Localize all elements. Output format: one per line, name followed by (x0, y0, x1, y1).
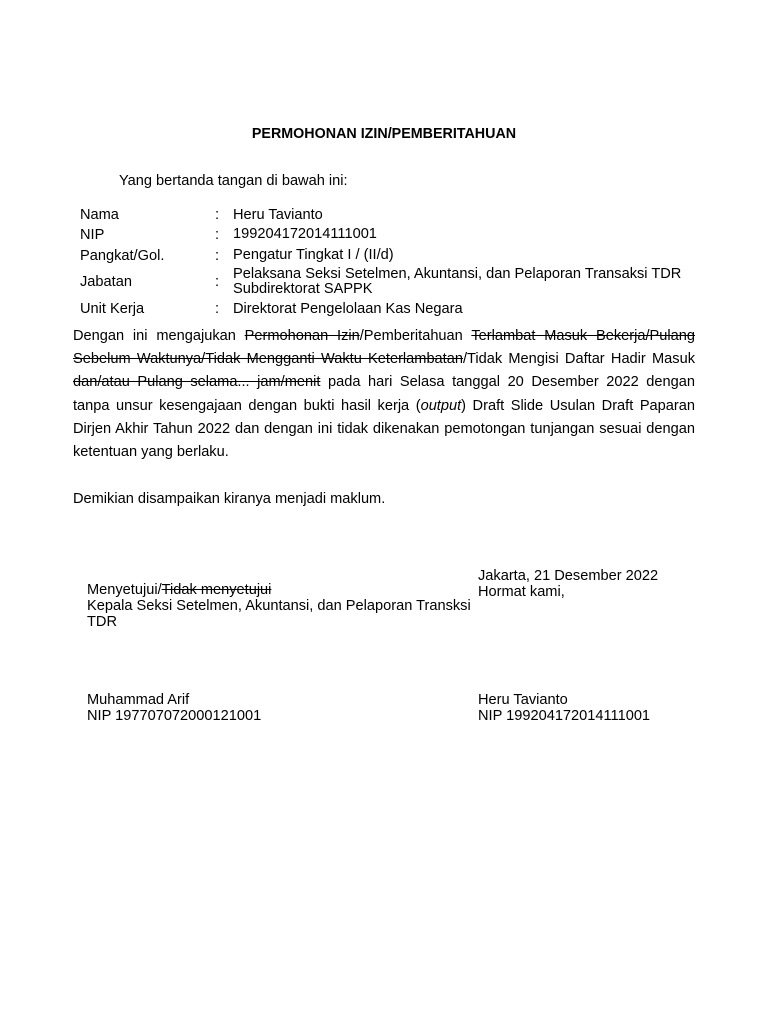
body-text: ) Draft Slide Usulan Draft Paparan Dirjen Akhir Tahun 2022 dan dengan ini tidak dikenakan pemotongan tunjangan sesuai dengan ketentuan yang berlaku. (73, 397, 695, 461)
applicant-block (478, 568, 728, 600)
body-text: /Tidak Mengisi Daftar Hadir Masuk (462, 351, 695, 368)
struck-text: dan/atau Pulang selama... jam/menit (73, 374, 321, 391)
approver-nip: NIP 197707072000121001 (87, 708, 262, 724)
identity-table (80, 206, 700, 320)
identity-label: Pangkat/Gol. (80, 247, 165, 264)
body-text: /Pemberitahuan (359, 328, 472, 344)
struck-text: Permohonan Izin (244, 328, 360, 344)
identity-row-nama (80, 206, 700, 224)
body-paragraph (73, 325, 695, 464)
identity-colon: : (215, 301, 220, 317)
place-date: Jakarta, 21 Desember 2022 (478, 568, 659, 584)
italic-text: output (420, 397, 462, 414)
struck-text: Terlambat Masuk Bekerja/Pulang Sebelum Waktunya/Tidak Mengganti Waktu Keterlambatan (73, 328, 695, 368)
identity-label: Unit Kerja (80, 301, 145, 317)
identity-colon: : (215, 207, 220, 223)
body-text: Dengan ini mengajukan (73, 328, 245, 344)
identity-value: Heru Tavianto (233, 206, 323, 223)
document-title: PERMOHONAN IZIN/PEMBERITAHUAN (251, 126, 517, 142)
identity-value: Pengatur Tingkat I / (II/d) (233, 247, 394, 263)
closing-text: Demikian disampaikan kiranya menjadi maklum. (73, 491, 386, 507)
greeting: Hormat kami, (478, 584, 565, 600)
reject-text: Tidak menyetujui (161, 582, 272, 598)
identity-value-line: Subdirektorat SAPPK (233, 281, 373, 297)
applicant-signature (478, 692, 650, 724)
approve-text: Menyetujui/ (87, 582, 162, 598)
identity-value-jabatan (233, 267, 700, 297)
identity-row-unit-kerja (80, 298, 700, 320)
applicant-nip: NIP 199204172014111001 (478, 708, 651, 724)
identity-value-line: Pelaksana Seksi Setelmen, Akuntansi, dan Pelaporan Transaksi TDR (233, 266, 682, 282)
approver-block (87, 582, 472, 630)
identity-row-pangkat (80, 245, 700, 266)
approver-position: Kepala Seksi Setelmen, Akuntansi, dan Pelaporan Transksi TDR (87, 598, 471, 630)
identity-row-nip (80, 224, 700, 245)
identity-colon: : (215, 226, 220, 243)
identity-row-jabatan (80, 266, 700, 298)
body-text: pada hari Selasa tanggal 20 Desember 2022 dengan tanpa unsur kesengajaan dengan bukti hasil kerja ( (73, 374, 695, 414)
approver-name: Muhammad Arif (87, 692, 190, 708)
applicant-name: Heru Tavianto (478, 692, 568, 708)
identity-value: Direktorat Pengelolaan Kas Negara (233, 300, 463, 317)
approver-signature (87, 692, 261, 724)
identity-label: Jabatan (80, 274, 132, 290)
approval-line (87, 582, 472, 598)
identity-colon: : (215, 274, 220, 290)
identity-label: NIP (80, 226, 105, 243)
identity-value: 199204172014111001 (233, 226, 377, 242)
identity-label: Nama (80, 207, 119, 223)
intro-text: Yang bertanda tangan di bawah ini: (119, 173, 348, 189)
identity-colon: : (215, 247, 220, 264)
